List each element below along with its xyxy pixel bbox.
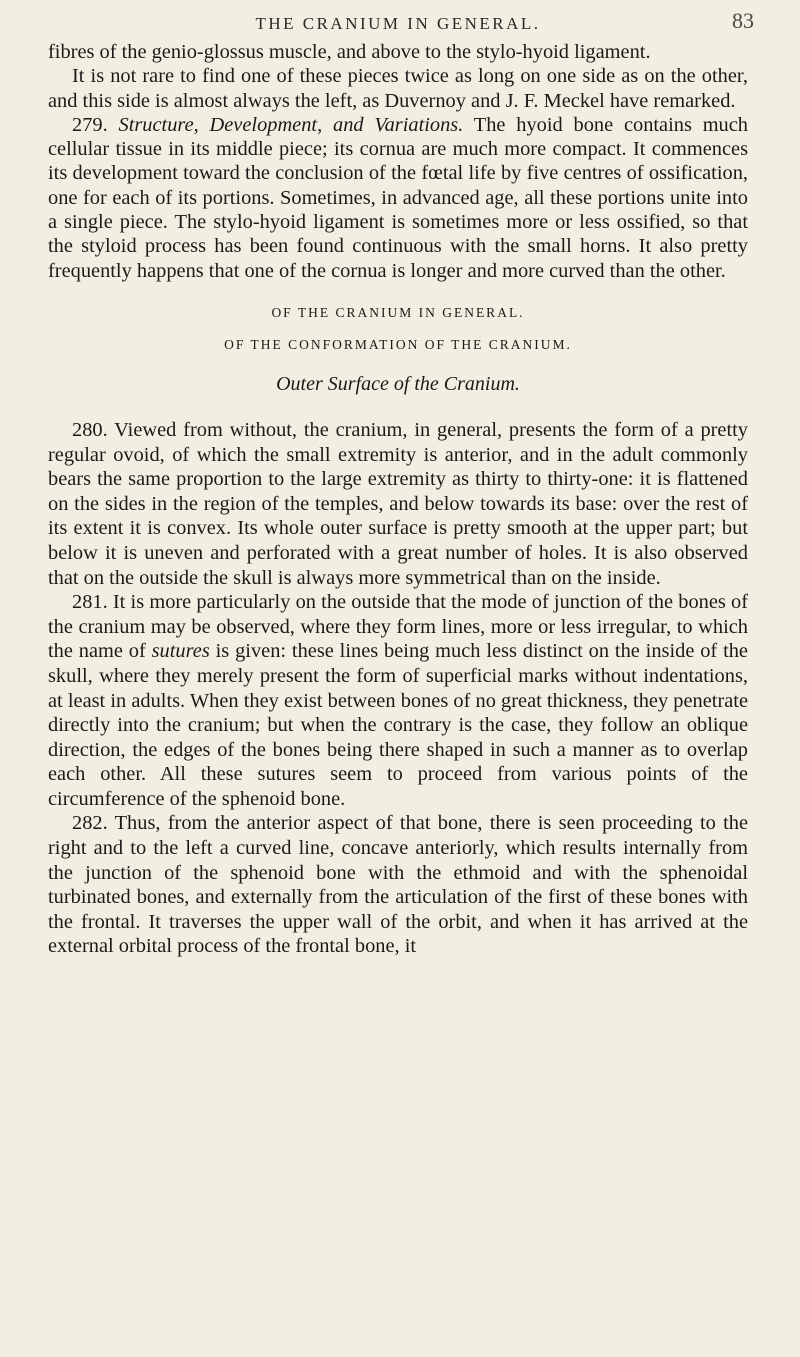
- section-281-text-a: It is more particularly on the outside that the mode of junction of the bones of the cranium may be observed, where they form lines, more or less irregular, to which the name of: [48, 591, 748, 663]
- section-279: [48, 113, 748, 283]
- heading-outer-surface: Outer Surface of the Cranium.: [276, 372, 520, 395]
- upper-text-block: [48, 40, 748, 283]
- section-281-text-b: is given: these lines being much less distinct on the inside of the skull, where they merely present the form of superficial marks without indentations, at least in adults. When they exist between bones of no great thickness, they penetrate directly into the cranium; but when the contrary is the case, they follow an oblique direction, the edges of the bones being there shaped in such a manner as to overlap each other. All these sutures seem to proceed from various points of the circumference of the sphenoid bone.: [48, 640, 748, 810]
- section-279-title: Structure, Development, and Variations.: [118, 113, 464, 136]
- section-number-279: 279.: [72, 113, 108, 136]
- paragraph-continuation: fibres of the genio-glossus muscle, and above to the stylo-hyoid ligament.: [48, 41, 651, 63]
- section-280: [48, 418, 748, 590]
- heading-cranium-in-general: OF THE CRANIUM IN GENERAL.: [271, 304, 525, 320]
- section-281: [48, 590, 748, 811]
- lower-text-block: [48, 418, 748, 959]
- page-number: 83: [732, 8, 754, 33]
- paragraph-duvernoy: It is not rare to find one of these pieces twice as long on one side as on the other, and this side is almost always the left, as Duvernoy and J. F. Meckel have remarked.: [48, 65, 748, 112]
- sutures-term: sutures: [151, 640, 210, 663]
- section-number-280: 280.: [72, 418, 108, 441]
- section-282: [48, 811, 748, 959]
- section-282-text: Thus, from the anterior aspect of that bone, there is seen proceeding to the right and to the left a curved line, concave anteriorly, which results internally from the junction of the sphenoid bone with the ethmoid and with the sphenoidal turbinated bones, and externally from the articulation of the first of these bones with the frontal. It traverses the upper wall of the orbit, and when it has arrived at the external orbital process of the frontal bone, it: [48, 812, 749, 958]
- running-title: THE CRANIUM IN GENERAL.: [255, 14, 541, 33]
- running-head: [48, 0, 754, 40]
- section-280-text: Viewed from without, the cranium, in general, presents the form of a pretty regular ovoid, of which the small extremity is anterior, and in the adult commonly bears the same proportion to the large extremity as thirty to thirty-one: it is flattened on the sides in the region of the temples, and below towards its base: over the rest of its extent it is convex. Its whole outer surface is pretty smooth at the upper part; but below it is uneven and perforated with a great number of holes. It is also observed that on the outside the skull is always more symmetrical than on the inside.: [48, 418, 749, 589]
- section-number-282: 282.: [72, 812, 108, 835]
- heading-conformation: OF THE CONFORMATION OF THE CRANIUM.: [224, 336, 572, 352]
- section-number-281: 281.: [72, 591, 108, 614]
- section-279-text: The hyoid bone contains much cellular tissue in its middle piece; its cornua are much more compact. It commences its development toward the conclusion of the fœtal life by five centres of ossification, one for each of its portions. Sometimes, in advanced age, all these portions unite into a single piece. The stylo-hyoid ligament is sometimes more or less ossified, so that the styloid process has been found continuous with the small horns. It also pretty frequently happens that one of the cornua is longer and more curved than the other.: [48, 113, 748, 282]
